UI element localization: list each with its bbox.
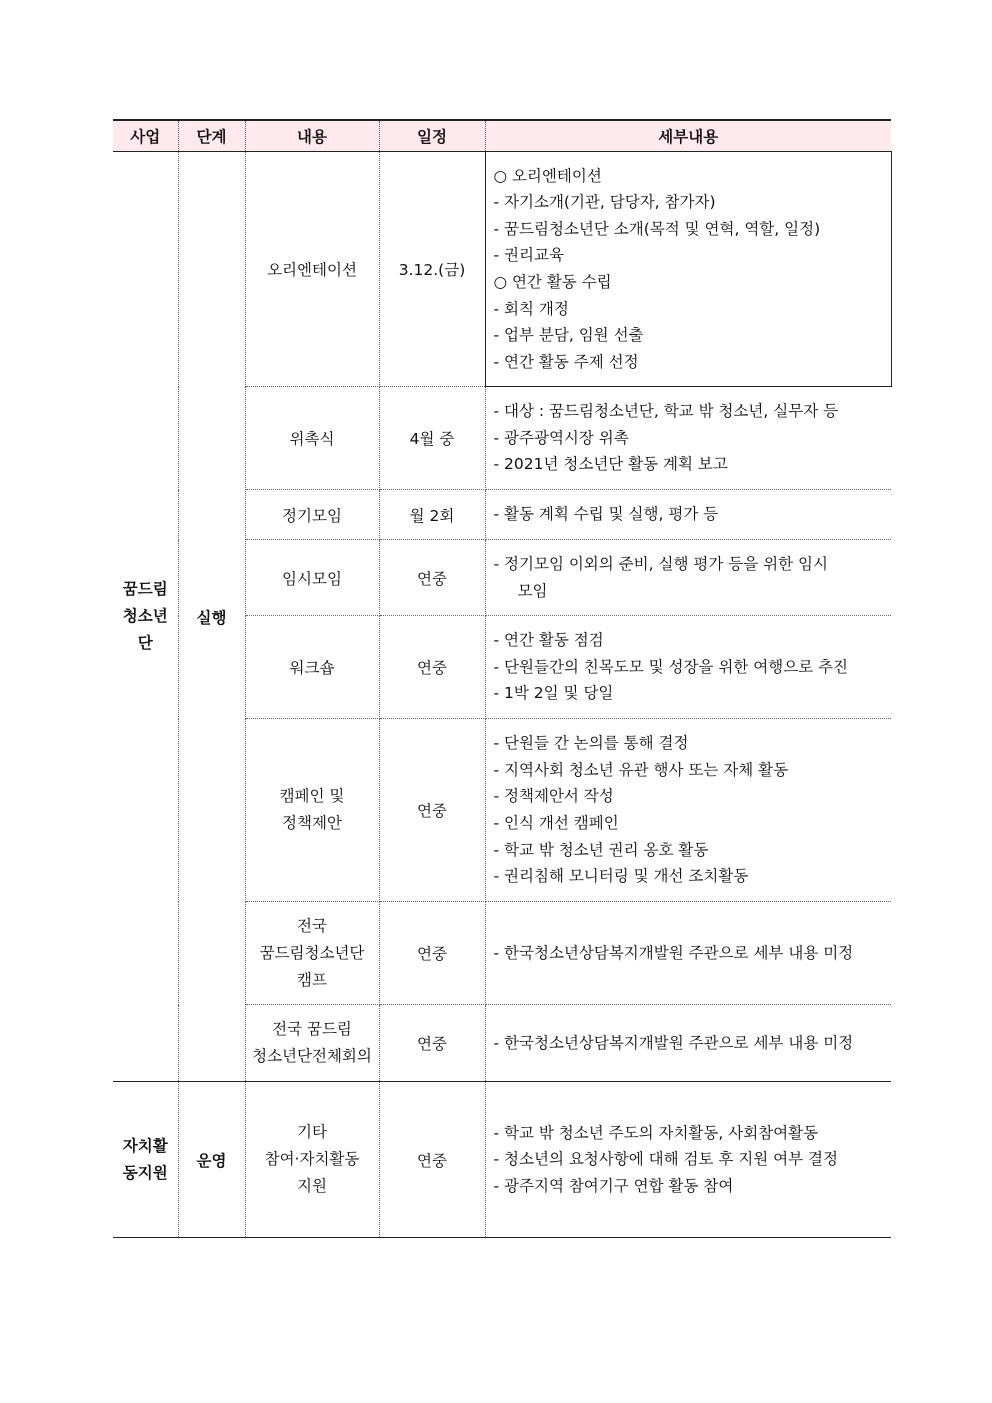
project-line: 동지원 bbox=[122, 1163, 168, 1182]
content-cell bbox=[245, 616, 379, 719]
content-cell bbox=[245, 902, 379, 1005]
detail-line: - 활동 계획 수립 및 실행, 평가 등 bbox=[493, 505, 719, 524]
detail-line: - 대상 : 꿈드림청소년단, 학교 밖 청소년, 실무자 등 bbox=[493, 402, 839, 421]
detail-line: - 업부 분담, 임원 선출 bbox=[493, 326, 644, 345]
table-row bbox=[113, 1082, 891, 1238]
content-cell bbox=[245, 1082, 379, 1238]
activity-plan-table bbox=[113, 119, 892, 1238]
details-cell bbox=[485, 540, 891, 616]
header-content: 내용 bbox=[245, 120, 379, 152]
details-cell bbox=[485, 616, 891, 719]
detail-line: - 지역사회 청소년 유관 행사 또는 자체 활동 bbox=[493, 760, 789, 779]
schedule-cell: 연중 bbox=[379, 540, 485, 616]
content-line: 전국 bbox=[297, 916, 327, 935]
content-line: 참여·자치활동 bbox=[264, 1150, 360, 1168]
detail-line: - 2021년 청소년단 활동 계획 보고 bbox=[493, 455, 728, 474]
content-cell bbox=[245, 387, 379, 490]
project-line: 꿈드림 bbox=[122, 580, 168, 598]
detail-line: - 한국청소년상담복지개발원 주관으로 세부 내용 미정 bbox=[493, 1033, 854, 1052]
schedule-cell: 4월 중 bbox=[379, 387, 485, 490]
content-line: 워크숍 bbox=[289, 659, 335, 677]
content-cell bbox=[245, 1005, 379, 1082]
details-cell bbox=[485, 902, 891, 1005]
details-cell bbox=[485, 387, 891, 490]
table-header-row bbox=[113, 120, 891, 152]
details-cell bbox=[485, 152, 891, 387]
header-schedule: 일정 bbox=[379, 120, 485, 152]
detail-line: - 학교 밖 청소년 권리 옹호 활동 bbox=[493, 840, 709, 859]
detail-line: - 정기모임 이외의 준비, 실행 평가 등을 위한 임시 bbox=[493, 554, 828, 573]
detail-line: - 권리교육 bbox=[493, 246, 564, 265]
content-cell bbox=[245, 540, 379, 616]
content-line: 꿈드림청소년단 bbox=[259, 943, 365, 962]
details-cell bbox=[485, 1005, 891, 1082]
detail-line: - 권리침해 모니터링 및 개선 조치활동 bbox=[493, 867, 749, 886]
content-line: 임시모임 bbox=[282, 569, 342, 588]
schedule-cell: 연중 bbox=[379, 902, 485, 1005]
content-line: 오리엔테이션 bbox=[267, 261, 357, 279]
details-cell bbox=[485, 719, 891, 902]
detail-line: - 정책제안서 작성 bbox=[493, 787, 614, 806]
content-cell bbox=[245, 490, 379, 540]
stage-cell: 실행 bbox=[178, 152, 245, 1082]
content-line: 위촉식 bbox=[289, 430, 335, 448]
detail-line: - 연간 활동 주제 선정 bbox=[493, 352, 639, 371]
header-stage: 단계 bbox=[178, 120, 245, 152]
content-line: 기타 bbox=[297, 1123, 327, 1141]
detail-line: 모임 bbox=[517, 581, 548, 600]
detail-line: - 단원들간의 친목도모 및 성장을 위한 여행으로 추진 bbox=[493, 657, 849, 676]
header-details: 세부내용 bbox=[485, 120, 891, 152]
detail-line: - 연간 활동 점검 bbox=[493, 631, 604, 650]
content-line: 정책제안 bbox=[282, 814, 342, 832]
detail-line: - 꿈드림청소년단 소개(목적 및 연혁, 역할, 일정) bbox=[493, 219, 821, 238]
detail-line: - 청소년의 요청사항에 대해 검토 후 지원 여부 결정 bbox=[493, 1150, 838, 1169]
content-cell bbox=[245, 719, 379, 902]
detail-line: - 회칙 개정 bbox=[493, 299, 569, 318]
detail-line: - 광주지역 참여기구 연합 활동 참여 bbox=[493, 1176, 734, 1195]
content-line: 지원 bbox=[297, 1177, 327, 1195]
schedule-cell: 3.12.(금) bbox=[379, 152, 485, 387]
stage-cell: 운영 bbox=[178, 1082, 245, 1238]
project-cell bbox=[113, 1082, 178, 1238]
content-line: 캠페인 및 bbox=[279, 787, 345, 805]
content-line: 전국 꿈드림 bbox=[272, 1020, 352, 1038]
content-cell bbox=[245, 152, 379, 387]
content-line: 청소년단전체회의 bbox=[252, 1047, 372, 1065]
header-project: 사업 bbox=[113, 120, 178, 152]
detail-line: - 단원들 간 논의를 통해 결정 bbox=[493, 734, 689, 753]
details-cell bbox=[485, 490, 891, 540]
schedule-cell: 연중 bbox=[379, 1082, 485, 1238]
project-line: 청소년 bbox=[122, 607, 168, 625]
detail-line: - 광주광역시장 위촉 bbox=[493, 428, 629, 447]
schedule-cell: 연중 bbox=[379, 1005, 485, 1082]
schedule-cell: 월 2회 bbox=[379, 490, 485, 540]
detail-line: - 1박 2일 및 당일 bbox=[493, 684, 614, 703]
schedule-cell: 연중 bbox=[379, 616, 485, 719]
detail-line: - 인식 개선 캠페인 bbox=[493, 814, 619, 832]
schedule-cell: 연중 bbox=[379, 719, 485, 902]
detail-line: ○ 오리엔테이션 bbox=[493, 166, 602, 185]
project-line: 자치활 bbox=[122, 1136, 168, 1155]
content-line: 캠프 bbox=[297, 970, 327, 989]
detail-line: - 한국청소년상담복지개발원 주관으로 세부 내용 미정 bbox=[493, 943, 854, 962]
detail-line: - 자기소개(기관, 담당자, 참가자) bbox=[493, 193, 716, 212]
project-line: 단 bbox=[137, 634, 153, 652]
table-row bbox=[113, 152, 891, 387]
details-cell bbox=[485, 1082, 891, 1238]
detail-line: ○ 연간 활동 수립 bbox=[493, 273, 612, 291]
detail-line: - 학교 밖 청소년 주도의 자치활동, 사회참여활동 bbox=[493, 1123, 819, 1142]
project-cell bbox=[113, 152, 178, 1082]
content-line: 정기모임 bbox=[282, 506, 342, 525]
